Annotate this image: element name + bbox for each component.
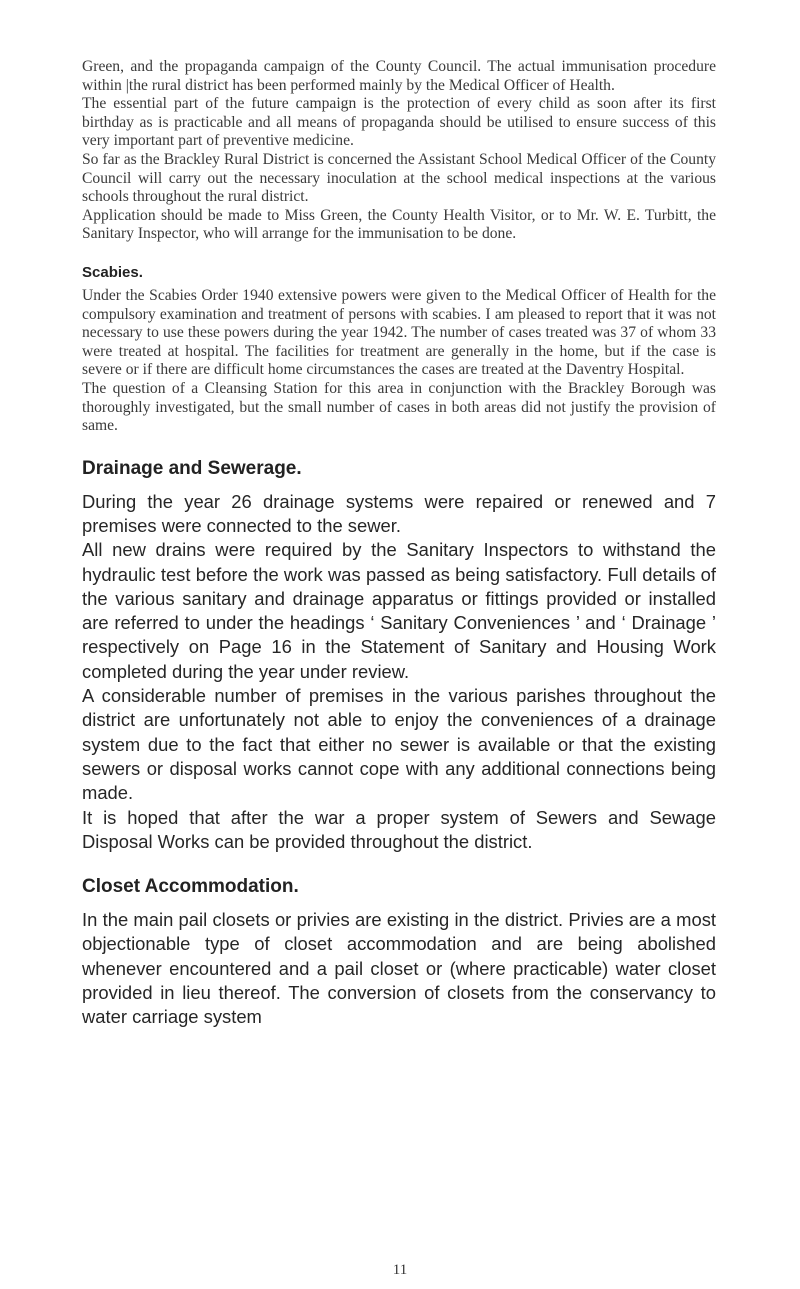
immunisation-paragraph: Application should be made to Miss Green, the County Health Visitor, or to Mr. W. E. Turbitt, the Sanitary Inspector, who will arrange for the immunisation to be done. — [82, 206, 716, 243]
scabies-heading: Scabies. — [82, 263, 143, 281]
drainage-paragraph: It is hoped that after the war a proper system of Sewers and Sewage Disposal Works can be provided throughout the district. — [82, 806, 716, 852]
drainage-paragraph: During the year 26 drainage systems were repaired or renewed and 7 premises were connected to the sewer. — [82, 490, 716, 536]
closet-section — [82, 876, 716, 1029]
closet-paragraph: In the main pail closets or privies are existing in the district. Privies are a most objectionable type of closet accommodation and are being abolished whenever encountered and a pail closet or (where practicable) water closet provided in lieu thereof. The conversion of closets from the conservancy to water carriage system — [82, 909, 716, 1028]
scabies-paragraph: The question of a Cleansing Station for this area in conjunction with the Brackley Borough was thoroughly investigated, but the small number of cases in both areas did not justify the provision of same. — [82, 379, 716, 435]
drainage-section — [82, 458, 716, 854]
drainage-paragraph: A considerable number of premises in the various parishes throughout the district are unfortunately not able to enjoy the conveniences of a drainage system due to the fact that either no sewer is available or that the existing sewers or disposal works cannot cope with any additional connections being made. — [82, 685, 716, 804]
scabies-paragraph: Under the Scabies Order 1940 extensive powers were given to the Medical Officer of Health for the compulsory examination and treatment of persons with scabies. I am pleased to report that it was not necessary to use these powers during the year 1942. The number of cases treated was 37 of whom 33 were treated at hospital. The facilities for treatment are generally in the home, but if the case is severe or if there are difficult home circumstances the cases are treated at the Daventry Hospital. — [82, 286, 716, 379]
immunisation-section — [82, 58, 716, 244]
drainage-heading: Drainage and Sewerage. — [82, 457, 302, 479]
closet-heading: Closet Accommodation. — [82, 876, 299, 898]
scabies-section — [82, 264, 716, 436]
drainage-paragraph: All new drains were required by the Sanitary Inspectors to withstand the hydraulic test before the work was passed as being satisfactory. Full details of the various sanitary and drainage apparatus or fittings provided or installed are referred to under the headings ‘ Sanitary Conveniences ’ and ‘ Drainage ’ respectively on Page 16 in the Statement of Sanitary and Housing Work completed during the year under review. — [82, 539, 716, 682]
immunisation-paragraph: So far as the Brackley Rural District is concerned the Assistant School Medical Officer of the County Council will carry out the necessary inoculation at the school medical inspections at the various schools throughout the rural district. — [82, 150, 716, 206]
document-page — [82, 58, 716, 1030]
immunisation-paragraph: Green, and the propaganda campaign of the County Council. The actual immunisation procedure within |the rural district has been performed mainly by the Medical Officer of Health. — [82, 58, 716, 94]
page-number: 11 — [392, 1262, 408, 1278]
immunisation-paragraph: The essential part of the future campaign is the protection of every child as soon after its first birthday as is practicable and all means of propaganda should be utilised to ensure success of this very important part of preventive medicine. — [82, 95, 716, 150]
